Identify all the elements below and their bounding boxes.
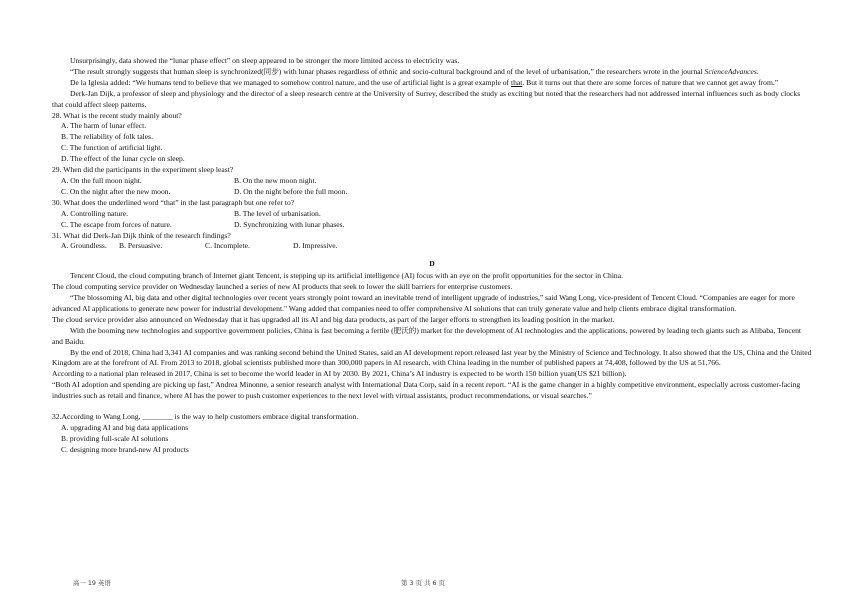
question-32-option-b: B. providing full-scale AI solutions: [61, 433, 169, 443]
exam-page: [52, 56, 812, 456]
section-d-paragraph-5: With the booming new technologies and supportive government policies, China is fast becoming a fertile (肥沃的) market for the development of AI technologies and the applications, powered by leading tech giants such as Alibaba, Tencent and Baidu.: [52, 325, 801, 346]
question-29-option-c: C. On the night after the new moon.: [61, 186, 171, 196]
passage-c-paragraph-1: Unsurprisingly, data showed the “lunar phase effect” on sleep appeared to be stronger the more limited access to electricity was.: [70, 56, 460, 65]
question-30-options-row-1: [61, 209, 812, 220]
question-29-options-row-1: [61, 176, 812, 187]
question-32-option-a: A. upgrading AI and big data applications: [61, 423, 189, 432]
question-28-option-d: D. The effect of the lunar cycle on sleep.: [61, 154, 185, 164]
question-28-option-a: A. The harm of lunar effect.: [61, 121, 147, 131]
question-30-option-d: D. Synchronizing with lunar phases.: [234, 219, 345, 229]
question-32-stem: 32.According to Wang Long, ________ is the way to help customers embrace digital transformation.: [52, 412, 359, 422]
question-31-option-c: C. Incomplete.: [205, 241, 250, 251]
question-29-option-b: B. On the new moon night.: [234, 175, 317, 185]
section-d-paragraph-2: The cloud computing service provider on Wednesday launched a series of new AI products that seek to lower the skill barriers for enterprise customers.: [52, 282, 513, 292]
passage-c-paragraph-4: Derk-Jan Dijk, a professor of sleep and physiology and the director of a sleep research centre at the University of Surrey, described the study as exciting but noted that the researchers had not addressed internal influences such as body clocks that could affect sleep patterns.: [52, 88, 801, 109]
question-31-options: [61, 241, 812, 252]
question-30-option-b: B. The level of urbanisation.: [234, 208, 321, 218]
footer-page-number: 第 3 页 共 6 页: [401, 579, 445, 587]
question-30-stem: 30. What does the underlined word “that” in the last paragraph but one refer to?: [52, 197, 295, 207]
journal-name: ScienceAdvances: [704, 66, 757, 76]
question-30-options-row-2: [61, 220, 812, 231]
question-32-option-c: C. designing more brand-new AI products: [61, 444, 189, 454]
question-29-options-row-2: [61, 187, 812, 198]
question-30-option-a: A. Controlling nature.: [61, 208, 129, 218]
question-31-option-d: D. Impressive.: [293, 241, 338, 251]
underlined-word: that: [510, 77, 523, 87]
question-29-option-a: A. On the full moon night.: [61, 175, 142, 185]
question-30-option-c: C. The escape from forces of nature.: [61, 219, 172, 229]
question-31-option-b: B. Persuasive.: [119, 241, 163, 251]
question-28-stem: 28. What is the recent study mainly about?: [52, 110, 182, 120]
section-d-heading: D: [429, 259, 435, 269]
section-d-paragraph-4: The cloud service provider also announced on Wednesday that it has upgraded all its AI and big data products, as part of the larger efforts to strengthen its leading position in the market.: [52, 314, 615, 324]
question-31-option-a: A. Groundless.: [61, 241, 107, 251]
section-d-paragraph-6: By the end of 2018, China had 3,341 AI companies and was ranking second behind the United States, said an AI development report released last year by the Ministry of Science and Technology. It also showed that the US, China and the United Kingdom are at the forefront of AI. From 2013 to 2018, global scientists published more than 300,000 papers in AI research, with China leading in the number of published papers at 74,408, followed by the US at 51,766.: [52, 347, 812, 368]
spacer: [52, 402, 812, 412]
section-d-paragraph-8: “Both AI adoption and spending are picking up fast,” Andrea Minonne, a senior research analyst with International Data Corp, said in a recent report. “AI is the game changer in a highly competitive environment, especially across customer-facing industries such as retail and finance, where AI has the power to push customer experiences to the next level with virtual assistants, product recommendations, or visual searches.”: [52, 380, 801, 401]
passage-c-paragraph-3: De la Iglesia added: “We humans tend to believe that we managed to somehow control nature, and the use of artificial light is a great example of that. But it turns out that there are some forces of nature that we cannot get away from.”: [70, 77, 779, 87]
question-28-option-b: B. The reliability of folk tales.: [61, 132, 154, 142]
question-31-stem: 31. What did Derk-Jan Dijk think of the research findings?: [52, 230, 231, 240]
section-d-paragraph-7: According to a national plan released in 2017, China is set to become the world leader in AI by 2030. By 2021, China’s AI industry is expected to be worth 150 billion yuan(US $21 billion).: [52, 369, 627, 379]
question-28-option-c: C. The function of artificial light.: [61, 143, 163, 153]
question-29-option-d: D. On the night before the full moon.: [234, 186, 348, 196]
section-d-paragraph-3: “The blossoming AI, big data and other digital technologies over recent years strongly point toward an inevitable trend of intelligent upgrade of industries,” said Wang Long, vice-president of Tencent Cloud. “Companies are eager for more advanced AI applications to generate new power for industrial development." Wang added that companies need to offer comprehensive AI solutions that can truly generate value and help clients embrace digital transformation.: [52, 293, 795, 313]
section-d-paragraph-1: Tencent Cloud, the cloud computing branch of Internet giant Tencent, is stepping up its artificial intelligence (AI) focus with an eye on the profit opportunities for the sector in China.: [70, 271, 623, 281]
question-29-stem: 29. When did the participants in the experiment sleep least?: [52, 165, 234, 175]
footer-exam-label: 高一 19 英语: [73, 579, 111, 587]
passage-c-paragraph-2: “The result strongly suggests that human sleep is synchronized(同步) with lunar phases regardless of ethnic and socio-cultural background and of the level of urbanisation,” the researchers wrote in the journal ScienceAdvances.: [70, 66, 759, 76]
